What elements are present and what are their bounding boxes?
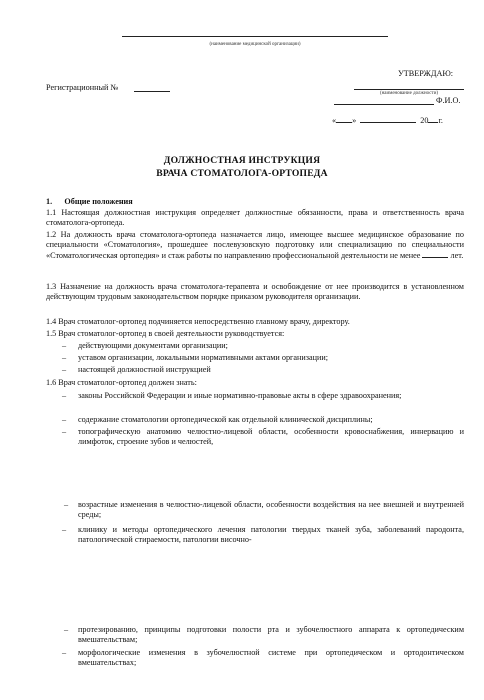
paragraph-1-3: 1.3 Назначение на должность врача стоматолога-терапевта и освобождение от нее производится в установленном действующим трудовым законодательством порядке приказом руководителя организации. [46,282,464,302]
registration-label: Регистрационный № [46,83,119,92]
date-year-field[interactable] [428,122,438,123]
bullet-dash: – [62,427,67,436]
bullet-dash: – [62,648,67,657]
org-name-line[interactable] [122,36,388,37]
date-day-field[interactable] [336,122,352,123]
list-item: – возрастные изменения в челюстно-лицевой области, особенности воздействия на нее внешней и внутренней среды; [64,500,464,520]
paragraph-1-5: 1.5 Врач стоматолог-ортопед в своей деятельности руководствуется: [46,329,285,338]
experience-years-field[interactable] [422,257,448,258]
paragraph-1-2: 1.2 На должность врача стоматолога-ортопеда назначается лицо, имеющее высшее медицинское образование по специальности «Стоматология», прошедшее послевузовскую подготовку или специализацию по специальности «Стоматологическая ортопедия» и стаж работы по направлению профессиональной деятельности не менее лет. [46,230,464,260]
position-line[interactable] [354,89,464,90]
list-item: – настоящей должностной инструкцией [62,365,211,374]
list-item: – законы Российской Федерации и иные нормативно-правовые акты в сфере здравоохранения; [62,391,402,400]
list-item: – клинику и методы ортопедического лечения патологии твердых тканей зуба, заболеваний пародонта, патологической стираемости, патологии височно- [62,525,464,545]
bullet-dash: – [62,525,67,534]
date-month-field[interactable] [360,122,416,123]
bullet-dash: – [62,365,67,374]
list-item: – действующими документами организации; [62,341,228,350]
fio-line[interactable] [334,104,434,105]
list-item: – морфологические изменения в зубочелюстной системе при ортопедическом и ортодонтическом вмешательствах; [62,648,464,668]
list-item: – топографическую анатомию челюстно-лицевой области, особенности кровоснабжения, иннервацию и лимфоток, строение зубов и челюстей, [62,427,464,447]
paragraph-1-4: 1.4 Врач стоматолог-ортопед подчиняется непосредственно главному врачу, директору. [46,317,350,326]
registration-number-field[interactable] [134,91,170,92]
bullet-dash: – [62,341,67,350]
approval-date: « » 20 г. [332,116,443,125]
bullet-dash: – [62,415,67,424]
document-title-line2: ВРАЧА СТОМАТОЛОГА-ОРТОПЕДА [156,168,328,179]
list-item: – протезированию, принципы подготовки полости рта и зубочелюстного аппарата к ортопедическим вмешательствам; [64,625,464,645]
position-caption: (наименование должности) [379,91,439,96]
org-name-caption: (наименование медицинской организации) [209,42,301,47]
document-title-line1: ДОЛЖНОСТНАЯ ИНСТРУКЦИЯ [163,155,321,166]
bullet-dash: – [62,391,67,400]
list-item: – уставом организации, локальными нормативными актами организации; [62,353,329,362]
list-item: – содержание стоматологии ортопедической как отдельной клинической дисциплины; [62,415,373,424]
approve-heading: УТВЕРЖДАЮ: [398,69,454,78]
bullet-dash: – [64,625,69,634]
bullet-dash: – [62,353,67,362]
paragraph-1-1: 1.1 Настоящая должностная инструкция определяет должностные обязанности, права и ответственность врача стоматолога-ортопеда. [46,208,464,228]
paragraph-1-6: 1.6 Врач стоматолог-ортопед должен знать: [46,378,197,387]
fio-label: Ф.И.О. [436,96,461,105]
section-heading: 1. Общие положения [46,197,133,206]
bullet-dash: – [64,500,69,509]
